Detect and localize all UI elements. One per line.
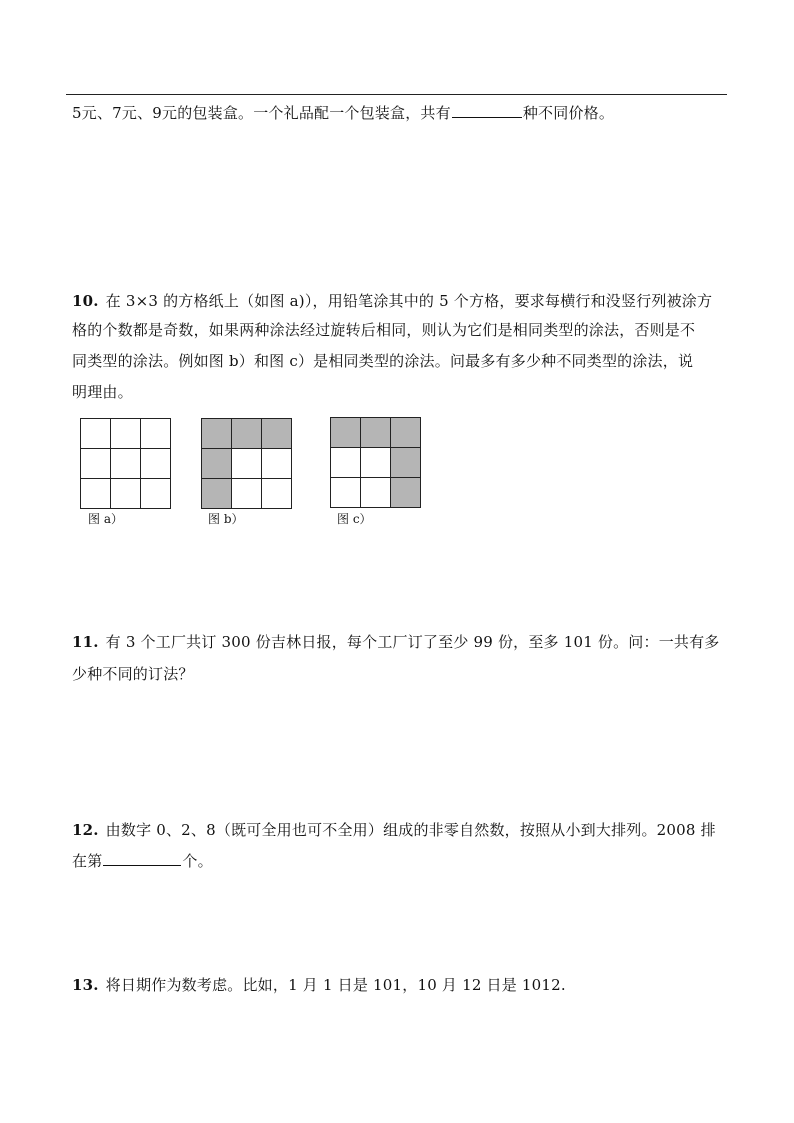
q11-number: 11. xyxy=(72,633,99,651)
q12-answer-blank[interactable] xyxy=(103,850,181,866)
grid-cell-shaded xyxy=(391,448,421,478)
grid-cell-shaded xyxy=(202,479,232,509)
q12-text-before-blank: 在第 xyxy=(72,852,103,870)
q13-line-1 xyxy=(72,975,566,995)
grid-cell-shaded xyxy=(202,449,232,479)
q12-line-2 xyxy=(72,850,213,871)
grid-cell xyxy=(331,478,361,508)
grid-cell xyxy=(262,449,292,479)
q10-line-3: 同类型的涂法。例如图 b）和图 c）是相同类型的涂法。问最多有多少种不同类型的涂法，说 xyxy=(72,352,694,370)
grid-cell xyxy=(141,419,171,449)
q10-number: 10. xyxy=(72,292,99,310)
grid-cell-shaded xyxy=(391,478,421,508)
grid-cell xyxy=(361,448,391,478)
grid-cell xyxy=(331,448,361,478)
grid-cell xyxy=(111,449,141,479)
header-rule xyxy=(66,94,727,95)
figure-a-caption: 图 a） xyxy=(88,512,123,526)
q10-line-1 xyxy=(72,291,712,311)
grid-cell-shaded xyxy=(331,418,361,448)
grid-cell xyxy=(232,449,262,479)
q12-text-1: 由数字 0、2、8（既可全用也可不全用）组成的非零自然数，按照从小到大排列。2008 排 xyxy=(105,821,716,839)
grid-cell-shaded xyxy=(202,419,232,449)
q9-answer-blank[interactable] xyxy=(452,102,522,118)
figure-c-grid xyxy=(330,417,421,508)
figure-b-grid xyxy=(201,418,292,509)
q11-line-1 xyxy=(72,632,720,652)
grid-cell-shaded xyxy=(391,418,421,448)
grid-cell xyxy=(81,479,111,509)
q13-number: 13. xyxy=(72,976,99,994)
q11-line-2: 少种不同的订法？ xyxy=(72,665,194,683)
grid-cell xyxy=(361,478,391,508)
grid-cell xyxy=(111,479,141,509)
q12-number: 12. xyxy=(72,821,99,839)
q9-line-1 xyxy=(72,102,614,123)
q10-line-4: 明理由。 xyxy=(72,383,133,401)
grid-cell xyxy=(111,419,141,449)
grid-cell xyxy=(262,479,292,509)
q12-text-after-blank: 个。 xyxy=(182,852,213,870)
grid-cell xyxy=(81,449,111,479)
grid-cell xyxy=(141,449,171,479)
figure-b-caption: 图 b） xyxy=(208,512,244,526)
q9-text-before-blank: 5元、7元、9元的包装盒。一个礼品配一个包装盒，共有 xyxy=(72,104,451,122)
q10-line-2: 格的个数都是奇数，如果两种涂法经过旋转后相同，则认为它们是相同类型的涂法，否则是不 xyxy=(72,321,696,339)
q11-text-1: 有 3 个工厂共订 300 份吉林日报，每个工厂订了至少 99 份，至多 101 份。问：一共有多 xyxy=(105,633,720,651)
grid-cell-shaded xyxy=(361,418,391,448)
q9-text-after-blank: 种不同价格。 xyxy=(522,104,615,122)
grid-cell-shaded xyxy=(232,419,262,449)
grid-cell-shaded xyxy=(262,419,292,449)
grid-cell xyxy=(81,419,111,449)
figure-a-grid xyxy=(80,418,171,509)
grid-cell xyxy=(141,479,171,509)
figure-c-caption: 图 c） xyxy=(337,512,372,526)
q12-line-1 xyxy=(72,820,716,840)
q10-text-1: 在 3×3 的方格纸上（如图 a)），用铅笔涂其中的 5 个方格，要求每横行和没竖行列被涂方 xyxy=(105,292,713,310)
q13-text-1: 将日期作为数考虑。比如，1 月 1 日是 101，10 月 12 日是 1012. xyxy=(105,976,566,994)
grid-cell xyxy=(232,479,262,509)
